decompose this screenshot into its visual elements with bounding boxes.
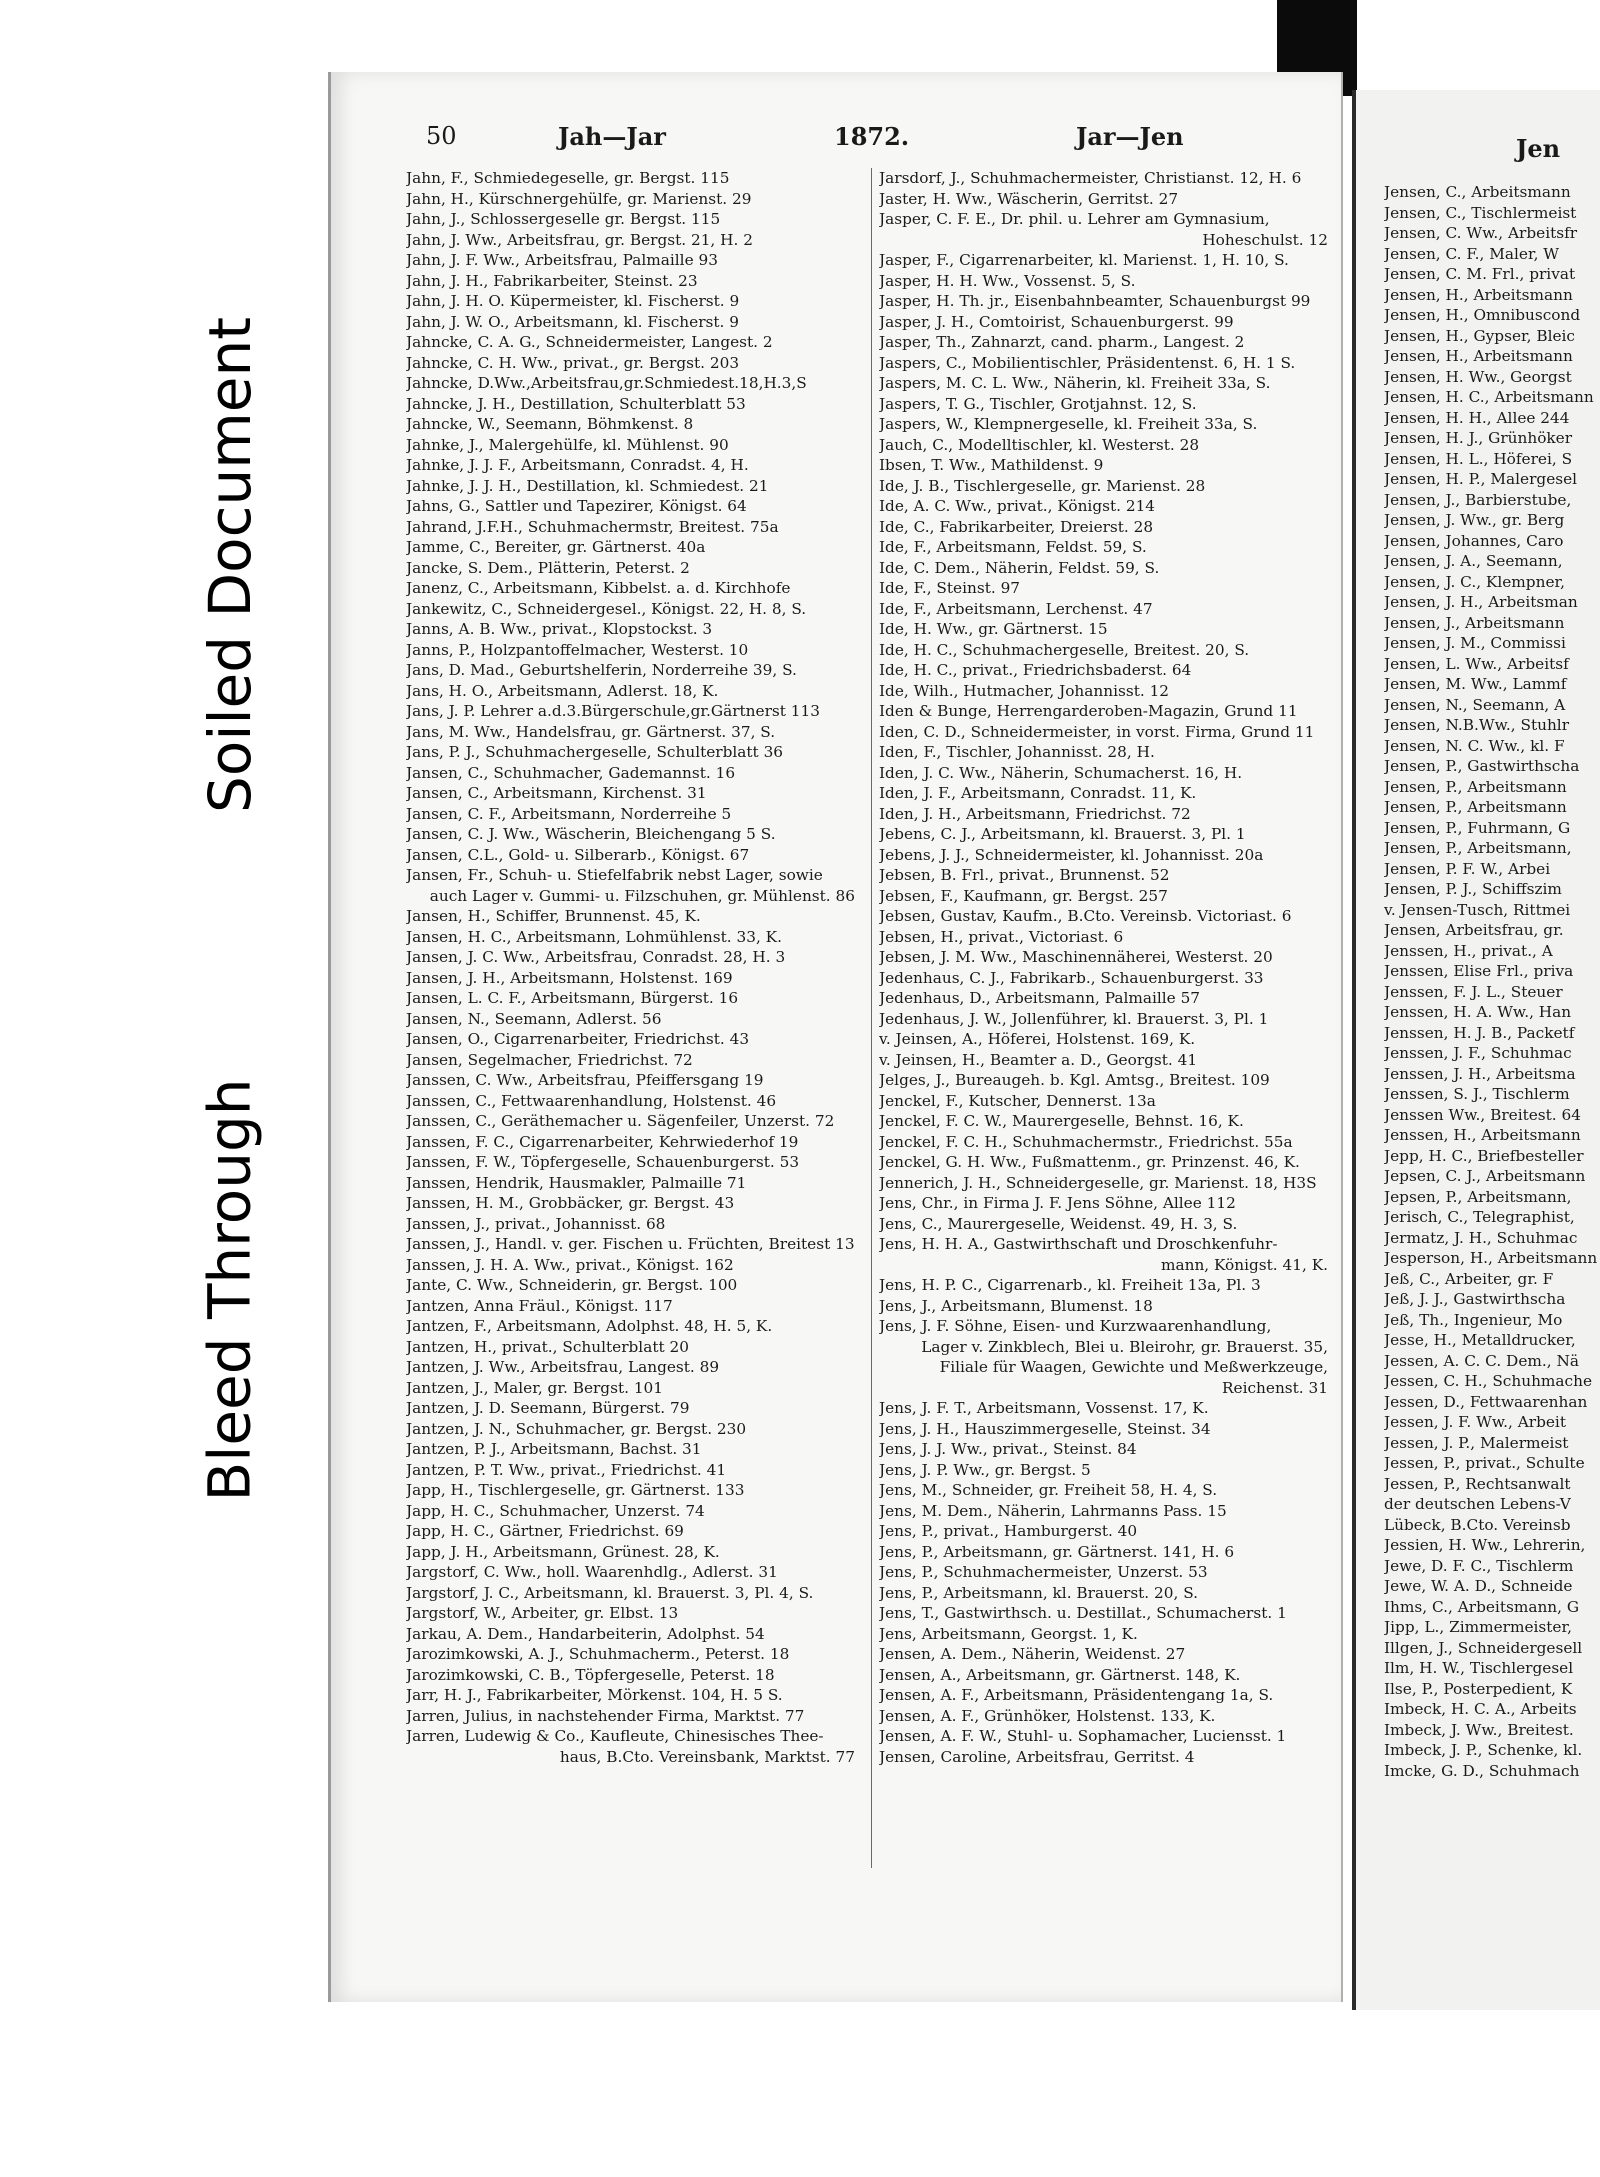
next-page-entry: Jensen, H., Omnibuscond [1384,306,1581,324]
directory-entry: Jaster, H. Ww., Wäscherin, Gerritst. 27 [879,189,1179,208]
directory-entry: Jansen, H. C., Arbeitsmann, Lohmühlenst. 33, K. [406,927,782,946]
directory-entry: Jahrand, J.F.H., Schuhmachermstr, Breitest. 75a [406,517,779,536]
next-page-entry: Jenssen Ww., Breitest. 64 [1384,1105,1581,1124]
directory-entry: Ibsen, T. Ww., Mathildenst. 9 [879,456,1104,474]
next-page-entry: Jenssen, J. F., Schuhmac [1384,1044,1572,1062]
directory-entry: Jansen, Fr., Schuh- u. Stiefelfabrik nebst Lager, sowie [406,866,823,884]
left-range-heading: Jah—Jar [558,122,666,151]
directory-entry: Ide, J. B., Tischlergeselle, gr. Marienst. 28 [879,476,1206,495]
directory-entry: Jasper, C. F. E., Dr. phil. u. Lehrer am Gymnasium, [879,210,1270,228]
directory-entry: Japp, H., Tischlergeselle, gr. Gärtnerst. 133 [406,1481,745,1499]
directory-entry: Jansen, J. C. Ww., Arbeitsfrau, Conradst. 28, H. 3 [406,948,786,966]
directory-entry: Jauch, C., Modelltischler, kl. Westerst. 28 [879,435,1200,454]
directory-entry: Jens, C., Maurergeselle, Weidenst. 49, H. 3, S. [879,1214,1238,1233]
directory-entry: Jahn, H., Kürschnergehülfe, gr. Marienst. 29 [406,189,752,208]
directory-entry: Jargstorf, C. Ww., holl. Waarenhdlg., Adlerst. 31 [406,1563,778,1581]
directory-entry: Jahn, J. H., Fabrikarbeiter, Steinst. 23 [406,271,698,290]
directory-entry: Jans, J. P. Lehrer a.d.3.Bürgerschule,gr.Gärtnerst 113 [406,702,820,720]
next-page-entry: Jensen, P., Fuhrmann, G [1384,818,1571,837]
directory-entry: Jens, M., Schneider, gr. Freiheit 58, H. 4, S. [879,1481,1218,1499]
directory-entry: Jahncke, J. H., Destillation, Schulterblatt 53 [406,394,746,413]
directory-entry: Jans, M. Ww., Handelsfrau, gr. Gärtnerst. 37, S. [406,722,776,741]
directory-entry: Ide, F., Steinst. 97 [879,579,1021,597]
directory-entry: Janssen, H. M., Grobbäcker, gr. Bergst. 43 [406,1194,735,1212]
next-page-entry: Jenssen, J. H., Arbeitsma [1384,1064,1576,1083]
next-page-entry: Jessen, J. P., Malermeist [1384,1433,1569,1452]
next-page-entry: Jewe, W. A. D., Schneide [1384,1577,1573,1595]
next-page-entry: Jerisch, C., Telegraphist, [1384,1208,1575,1226]
next-page-entry: Jensen, Johannes, Caro [1384,531,1564,550]
directory-entry: Ide, C., Fabrikarbeiter, Dreierst. 28 [879,517,1154,536]
directory-entry: Jahncke, W., Seemann, Böhmkenst. 8 [406,415,694,433]
directory-entry: Jens, J. J. Ww., privat., Steinst. 84 [879,1440,1137,1458]
next-page-entry: Jensen, H., Arbeitsmann [1384,285,1573,304]
directory-entry: Jantzen, J., Maler, gr. Bergst. 101 [406,1378,664,1397]
directory-entry: Jensen, A. F., Arbeitsmann, Präsidentengang 1a, S. [879,1686,1274,1704]
directory-entry: Jens, P., Arbeitsmann, gr. Gärtnerst. 141, H. 6 [879,1542,1235,1561]
next-page-entry: Jenssen, S. J., Tischlerm [1384,1085,1570,1103]
directory-entry: Filiale für Waagen, Gewichte und Meßwerkzeuge, [939,1358,1328,1376]
next-page-entry: Imcke, G. D., Schuhmach [1384,1761,1580,1780]
next-page-column [1384,182,1600,1781]
directory-entry: Janssen, Hendrik, Hausmakler, Palmaille 71 [406,1173,747,1192]
directory-entry: Jedenhaus, J. W., Jollenführer, kl. Brauerst. 3, Pl. 1 [879,1009,1269,1028]
directory-entry: Jahncke, C. H. Ww., privat., gr. Bergst. 203 [406,353,740,372]
directory-entry: auch Lager v. Gummi- u. Filzschuhen, gr. Mühlenst. 86 [429,886,855,905]
directory-entry: Jansen, Segelmacher, Friedrichst. 72 [406,1050,693,1069]
directory-entry: Jahns, G., Sattler und Tapezirer, Königst. 64 [406,497,747,515]
directory-entry: Jantzen, H., privat., Schulterblatt 20 [406,1337,689,1356]
next-page-entry: Jenssen, F. J. L., Steuer [1384,982,1563,1001]
next-page-entry: Jensen, P., Arbeitsmann [1384,798,1567,816]
next-page-entry: Jessen, P., Rechtsanwalt [1384,1474,1571,1493]
directory-entry: Japp, J. H., Arbeitsmann, Grünest. 28, K. [406,1542,720,1561]
next-page-entry: Jensen, P., Gastwirthscha [1384,757,1580,775]
next-page-entry: Jensen, J. C., Klempner, [1384,572,1566,591]
next-page-entry: Jeß, C., Arbeiter, gr. F [1384,1269,1554,1288]
directory-entry: Jens, Chr., in Firma J. F. Jens Söhne, Allee 112 [879,1194,1236,1212]
directory-entry: Jens, J. P. Ww., gr. Bergst. 5 [879,1460,1091,1479]
next-page-entry: Jepsen, C. J., Arbeitsmann [1384,1167,1586,1185]
directory-entry: Jante, C. Ww., Schneiderin, gr. Bergst. 100 [406,1276,738,1294]
next-page-entry: Jenssen, Elise Frl., priva [1384,962,1574,980]
next-page-entry: Jensen, C. F., Maler, W [1384,244,1560,263]
directory-entry: Janssen, J., privat., Johannisst. 68 [406,1214,666,1233]
directory-entry: Jasper, H. H. Ww., Vossenst. 5, S. [879,271,1136,290]
directory-entry: Jansen, J. H., Arbeitsmann, Holstenst. 169 [406,968,733,987]
directory-entry: Jebsen, B. Frl., privat., Brunnenst. 52 [879,866,1170,884]
directory-entry: Jantzen, J. Ww., Arbeitsfrau, Langest. 89 [406,1358,720,1376]
directory-entry: Janssen, C., Geräthemacher u. Sägenfeiler, Unzerst. 72 [406,1112,835,1130]
next-page-header: Jen [1516,134,1561,163]
directory-entry: v. Jeinsen, H., Beamter a. D., Georgst. 41 [879,1050,1198,1069]
directory-entry: Iden, F., Tischler, Johannisst. 28, H. [879,743,1155,761]
directory-entry: Jenckel, F., Kutscher, Dennerst. 13a [879,1091,1156,1110]
directory-entry: Jansen, O., Cigarrenarbeiter, Friedrichst. 43 [406,1030,750,1048]
next-page-edge [1352,90,1600,2010]
directory-entry: Janssen, F. W., Töpfergeselle, Schauenburgerst. 53 [406,1153,800,1171]
directory-entry: Jens, P., Arbeitsmann, kl. Brauerst. 20, S. [879,1583,1199,1602]
directory-entry: Jargstorf, W., Arbeiter, gr. Elbst. 13 [406,1604,679,1622]
next-page-entry: Jepsen, P., Arbeitsmann, [1384,1187,1572,1206]
directory-entry: Jantzen, F., Arbeitsmann, Adolphst. 48, H. 5, K. [406,1317,773,1335]
directory-entry: Ide, Wilh., Hutmacher, Johannisst. 12 [879,681,1170,700]
directory-entry: Ide, F., Arbeitsmann, Feldst. 59, S. [879,538,1147,556]
directory-entry: Japp, H. C., Schuhmacher, Unzerst. 74 [406,1501,705,1520]
directory-entry: Jansen, C., Schuhmacher, Gademannst. 16 [406,763,736,782]
directory-entry: Jansen, H., Schiffer, Brunnenst. 45, K. [406,907,701,925]
directory-entry: Jarr, H. J., Fabrikarbeiter, Mörkenst. 104, H. 5 S. [406,1686,783,1704]
directory-entry: Jebsen, H., privat., Victoriast. 6 [879,927,1124,946]
directory-entry: Jahnke, J. J. F., Arbeitsmann, Conradst. 4, H. [406,456,749,474]
directory-entry: Jancke, S. Dem., Plätterin, Peterst. 2 [406,558,690,577]
directory-entry: Jens, J., Arbeitsmann, Blumenst. 18 [879,1296,1153,1315]
next-page-entry: Jessen, C. H., Schuhmache [1384,1372,1593,1390]
directory-entry: Jahncke, D.Ww.,Arbeitsfrau,gr.Schmiedest.18,H.3,S [406,374,807,392]
directory-entry: Jansen, C. F., Arbeitsmann, Norderreihe 5 [406,804,732,823]
next-page-entry: Jewe, D. F. C., Tischlerm [1384,1556,1574,1575]
next-page-entry: Ihms, C., Arbeitsmann, G [1384,1597,1580,1616]
next-page-entry: Illgen, J., Schneidergesell [1384,1638,1583,1657]
next-page-entry: Jensen, H. C., Arbeitsmann [1384,388,1594,406]
next-page-entry: Jipp, L., Zimmermeister, [1384,1618,1572,1636]
directory-entry: Lager v. Zinkblech, Blei u. Bleirohr, gr. Brauerst. 35, [921,1337,1328,1356]
next-page-entry: Jessen, D., Fettwaarenhan [1384,1392,1588,1411]
page-number: 50 [426,122,457,150]
next-page-entry: Jepp, H. C., Briefbesteller [1384,1146,1584,1165]
next-page-entry: Jensen, N. C. Ww., kl. F [1384,736,1565,755]
directory-entry: Janns, P., Holzpantoffelmacher, Westerst. 10 [406,640,749,659]
next-page-entry: Jensen, P. F. W., Arbei [1384,859,1551,878]
next-page-entry: Imbeck, J. P., Schenke, kl. [1384,1741,1583,1759]
bleed-through-label-text: Bleed Through [196,1078,265,1502]
directory-entry: Jantzen, P. J., Arbeitsmann, Bachst. 31 [406,1440,702,1458]
page-header [426,122,1296,162]
directory-entry: Jedenhaus, C. J., Fabrikarb., Schauenburgerst. 33 [879,968,1264,987]
next-page-entry: Jessen, J. F. Ww., Arbeit [1384,1413,1566,1431]
directory-entry: Jantzen, J. D. Seemann, Bürgerst. 79 [406,1399,690,1417]
right-column [879,168,1334,1868]
directory-entry: Jarsdorf, J., Schuhmachermeister, Christianst. 12, H. 6 [879,169,1302,187]
directory-entry: Ide, A. C. Ww., privat., Königst. 214 [879,497,1156,515]
directory-entry: Jedenhaus, D., Arbeitsmann, Palmaille 57 [879,989,1201,1007]
next-page-entry: Jesperson, H., Arbeitsmann [1384,1249,1598,1267]
directory-entry: Iden, J. F., Arbeitsmann, Conradst. 11, K. [879,784,1197,802]
directory-entry: Jansen, N., Seemann, Adlerst. 56 [406,1009,662,1028]
next-page-entry: Lübeck, B.Cto. Vereinsb [1384,1515,1571,1534]
directory-entry: Jarozimkowski, A. J., Schuhmacherm., Peterst. 18 [406,1645,790,1663]
directory-entry: Jensen, A. Dem., Näherin, Weidenst. 27 [879,1645,1186,1663]
next-page-entry: Imbeck, H. C. A., Arbeits [1384,1700,1577,1718]
next-page-entry: Jensen, H. Ww., Georgst [1384,367,1572,386]
directory-entry: Jantzen, J. N., Schuhmacher, gr. Bergst. 230 [406,1419,747,1438]
directory-entry: Jankewitz, C., Schneidergesel., Königst. 22, H. 8, S. [406,599,807,618]
directory-entry: Jens, P., privat., Hamburgerst. 40 [879,1522,1138,1540]
directory-entry: Jarozimkowski, C. B., Töpfergeselle, Peterst. 18 [406,1665,775,1684]
directory-entry: Ide, H. C., privat., Friedrichsbaderst. 64 [879,661,1192,679]
directory-entry: Jens, M. Dem., Näherin, Lahrmanns Pass. 15 [879,1501,1227,1520]
directory-page [328,72,1343,2002]
directory-entry: Jasper, F., Cigarrenarbeiter, kl. Marienst. 1, H. 10, S. [879,251,1289,269]
directory-entry: Jahnke, J. J. H., Destillation, kl. Schmiedest. 21 [406,476,769,495]
directory-entry: Jenckel, F. C. W., Maurergeselle, Behnst. 16, K. [879,1112,1244,1130]
directory-entry: Jahn, J. Ww., Arbeitsfrau, gr. Bergst. 21, H. 2 [406,230,753,249]
next-page-entry: der deutschen Lebens-V [1384,1495,1571,1513]
directory-entry: Jansen, C., Arbeitsmann, Kirchenst. 31 [406,784,707,802]
directory-entry: v. Jeinsen, A., Höferei, Holstenst. 169, K. [879,1030,1196,1048]
directory-entry: Jahnke, J., Malergehülfe, kl. Mühlenst. 90 [406,435,729,454]
next-page-entry: Jensen, J., Barbierstube, [1384,490,1572,509]
next-page-entry: Jenssen, H. J. B., Packetf [1384,1023,1575,1042]
directory-entry: Jansen, C.L., Gold- u. Silberarb., Königst. 67 [406,845,750,864]
directory-entry: Hoheschulst. 12 [1202,230,1328,249]
next-page-entry: Jensen, H. H., Allee 244 [1384,408,1570,427]
next-page-entry: Jensen, H. J., Grünhöker [1384,429,1573,447]
directory-entry: Jensen, A. F. W., Stuhl- u. Sophamacher, Luciensst. 1 [879,1727,1287,1745]
directory-entry: Jens, H. H. A., Gastwirthschaft und Droschkenfuhr- [879,1235,1278,1253]
next-page-entry: Jensen, P., Arbeitsmann, [1384,839,1572,857]
next-page-entry: Jessen, A. C. C. Dem., Nä [1384,1351,1579,1370]
directory-entry: Jebsen, J. M. Ww., Maschinennäherei, Westerst. 20 [879,948,1273,966]
directory-entry: Janssen, F. C., Cigarrenarbeiter, Kehrwiederhof 19 [406,1132,799,1151]
column-divider [871,168,872,1868]
next-page-entry: Ilm, H. W., Tischlergesel [1384,1659,1574,1677]
next-page-entry: Jensen, H. L., Höferei, S [1384,449,1573,468]
directory-entry: Jennerich, J. H., Schneidergeselle, gr. Marienst. 18, H3S [879,1173,1317,1192]
directory-entry: Jasper, Th., Zahnarzt, cand. pharm., Langest. 2 [879,333,1245,351]
directory-entry: Jarren, Ludewig & Co., Kaufleute, Chinesisches Thee- [406,1727,824,1745]
directory-entry: Jens, H. P. C., Cigarrenarb., kl. Freiheit 13a, Pl. 3 [879,1276,1261,1294]
directory-entry: Jasper, J. H., Comtoirist, Schauenburgerst. 99 [879,312,1234,331]
directory-entry: Jebsen, Gustav, Kaufm., B.Cto. Vereinsb. Victoriast. 6 [879,907,1292,925]
next-page-entry: Jensen, P. J., Schiffszim [1384,880,1562,898]
directory-entry: Ide, H. Ww., gr. Gärtnerst. 15 [879,620,1108,638]
directory-entry: Jargstorf, J. C., Arbeitsmann, kl. Brauerst. 3, Pl. 4, S. [406,1583,814,1602]
next-page-entry: Jermatz, J. H., Schuhmac [1384,1228,1578,1247]
directory-entry: Jaspers, W., Klempnergeselle, kl. Freiheit 33a, S. [879,415,1258,433]
next-page-entry: Ilse, P., Posterpedient, K [1384,1679,1573,1698]
next-page-entry: Jensen, J. H., Arbeitsman [1384,593,1578,611]
directory-entry: Jebens, C. J., Arbeitsmann, kl. Brauerst. 3, Pl. 1 [879,825,1246,843]
directory-entry: Jens, P., Schuhmachermeister, Unzerst. 53 [879,1563,1208,1581]
directory-entry: Jens, J. H., Hauszimmergeselle, Steinst. 34 [879,1419,1211,1438]
next-page-entry: Jensen, J. M., Commissi [1384,634,1566,652]
next-page-entry: Jensen, L. Ww., Arbeitsf [1384,654,1569,673]
next-page-entry: Jeß, J. J., Gastwirthscha [1384,1290,1566,1308]
directory-entry: Iden, J. C. Ww., Näherin, Schumacherst. 16, H. [879,763,1243,782]
directory-entry: Jarren, Julius, in nachstehender Firma, Marktst. 77 [406,1706,805,1725]
directory-entry: Jansen, C. J. Ww., Wäscherin, Bleichengang 5 S. [406,825,776,843]
next-page-entry: Jensen, J. Ww., gr. Berg [1384,511,1565,529]
directory-entry: Iden & Bunge, Herrengarderoben-Magazin, Grund 11 [879,702,1298,720]
next-page-entry: Jesse, H., Metalldrucker, [1384,1331,1576,1349]
directory-entry: Jamme, C., Bereiter, gr. Gärtnerst. 40a [406,538,706,556]
directory-entry: haus, B.Cto. Vereinsbank, Marktst. 77 [559,1747,855,1766]
soiled-document-label [110,210,350,920]
next-page-entry: Jensen, Arbeitsfrau, gr. [1384,921,1564,939]
directory-entry: Jans, H. O., Arbeitsmann, Adlerst. 18, K. [406,681,719,700]
next-page-entry: Jensen, P., Arbeitsmann [1384,777,1567,796]
directory-entry: Jahn, J. F. Ww., Arbeitsfrau, Palmaille 93 [406,251,718,269]
directory-entry: Jahn, F., Schmiedegeselle, gr. Bergst. 115 [406,169,730,187]
directory-entry: Janns, A. B. Ww., privat., Klopstockst. 3 [406,620,713,638]
directory-entry: Jaspers, T. G., Tischler, Grotjahnst. 12, S. [879,394,1197,413]
next-page-entry: Jensen, M. Ww., Lammf [1384,675,1567,693]
directory-entry: Ide, H. C., Schuhmachergeselle, Breitest. 20, S. [879,640,1250,659]
directory-entry: Jens, T., Gastwirthsch. u. Destillat., Schumacherst. 1 [879,1604,1287,1622]
directory-entry: Jensen, A. F., Grünhöker, Holstenst. 133, K. [879,1706,1216,1725]
directory-entry: Jens, J. F. Söhne, Eisen- und Kurzwaarenhandlung, [879,1317,1272,1335]
directory-entry: Japp, H. C., Gärtner, Friedrichst. 69 [406,1522,684,1540]
next-page-entry: Jeß, Th., Ingenieur, Mo [1384,1310,1563,1329]
directory-entry: Janssen, C. Ww., Arbeitsfrau, Pfeiffersgang 19 [406,1071,764,1089]
directory-entry: Jenckel, F. C. H., Schuhmachermstr., Friedrichst. 55a [879,1132,1293,1151]
next-page-entry: Jensen, H. P., Malergesel [1384,470,1578,488]
directory-entry: Janssen, J., Handl. v. ger. Fischen u. Früchten, Breitest 13 [406,1235,855,1253]
soiled-document-label-text: Soiled Document [196,317,265,813]
left-column [406,168,861,1868]
directory-entry: Jantzen, Anna Fräul., Königst. 117 [406,1296,673,1315]
directory-entry: Ide, C. Dem., Näherin, Feldst. 59, S. [879,558,1160,577]
directory-entry: Jelges, J., Bureaugeh. b. Kgl. Amtsg., Breitest. 109 [879,1071,1270,1089]
directory-entry: Jebens, J. J., Schneidermeister, kl. Johannisst. 20a [879,845,1264,864]
next-page-entry: Jessien, H. Ww., Lehrerin, [1384,1536,1586,1554]
directory-entry: Iden, J. H., Arbeitsmann, Friedrichst. 72 [879,804,1191,823]
next-page-entry: Jensen, C. Ww., Arbeitsfr [1384,224,1578,242]
next-page-entry: Jensen, N.B.Ww., Stuhlr [1384,716,1570,734]
directory-entry: Jahncke, C. A. G., Schneidermeister, Langest. 2 [406,333,773,351]
directory-entry: mann, Königst. 41, K. [1160,1255,1328,1274]
next-page-entry: Jensen, C. M. Frl., privat [1384,265,1576,283]
directory-entry: Iden, C. D., Schneidermeister, in vorst. Firma, Grund 11 [879,722,1315,741]
directory-entry: Jarkau, A. Dem., Handarbeiterin, Adolphst. 54 [406,1624,765,1643]
directory-entry: Janssen, C., Fettwaarenhandlung, Holstenst. 46 [406,1091,777,1110]
directory-entry: Jaspers, C., Mobilientischler, Präsidentenst. 6, H. 1 S. [879,353,1296,372]
year-heading: 1872. [834,122,910,151]
next-page-entry: Jensen, C., Arbeitsmann [1384,183,1571,201]
directory-entry: Jebsen, F., Kaufmann, gr. Bergst. 257 [879,886,1168,905]
bleed-through-label [110,940,350,1640]
directory-entry: Jensen, Caroline, Arbeitsfrau, Gerritst. 4 [879,1747,1195,1766]
next-page-entry: v. Jensen-Tusch, Rittmei [1384,900,1571,919]
directory-entry: Jantzen, P. T. Ww., privat., Friedrichst. 41 [406,1460,727,1479]
directory-entry: Jans, P. J., Schuhmachergeselle, Schulterblatt 36 [406,743,784,761]
directory-entry: Ide, F., Arbeitsmann, Lerchenst. 47 [879,599,1153,618]
directory-entry: Jens, Arbeitsmann, Georgst. 1, K. [879,1624,1138,1643]
directory-entry: Jensen, A., Arbeitsmann, gr. Gärtnerst. 148, K. [879,1665,1241,1684]
next-page-entry: Imbeck, J. Ww., Breitest. [1384,1720,1574,1739]
directory-entry: Jans, D. Mad., Geburtshelferin, Norderreihe 39, S. [406,661,797,679]
directory-entry: Janenz, C., Arbeitsmann, Kibbelst. a. d. Kirchhofe [406,579,791,597]
right-range-heading: Jar—Jen [1076,122,1184,151]
directory-entry: Jahn, J. W. O., Arbeitsmann, kl. Fischerst. 9 [406,312,739,331]
directory-entry: Jasper, H. Th. jr., Eisenbahnbeamter, Schauenburgst 99 [879,292,1311,310]
next-page-entry: Jensen, C., Tischlermeist [1384,203,1577,222]
directory-entry: Jahn, J. H. O. Küpermeister, kl. Fischerst. 9 [406,292,740,310]
next-page-entry: Jenssen, H. A. Ww., Han [1384,1003,1572,1021]
directory-entry: Reichenst. 31 [1222,1378,1328,1397]
directory-entry: Jenckel, G. H. Ww., Fußmattenm., gr. Prinzenst. 46, K. [879,1153,1300,1171]
next-page-entry: Jensen, N., Seemann, A [1384,695,1566,714]
next-page-entry: Jensen, J., Arbeitsmann [1384,613,1565,632]
next-page-entry: Jenssen, H., Arbeitsmann [1384,1126,1581,1144]
next-page-entry: Jensen, H., Gypser, Bleic [1384,326,1576,345]
directory-entry: Jahn, J., Schlossergeselle gr. Bergst. 115 [406,210,721,228]
directory-entry: Jaspers, M. C. L. Ww., Näherin, kl. Freiheit 33a, S. [879,374,1271,392]
directory-entry: Jens, J. F. T., Arbeitsmann, Vossenst. 17, K. [879,1399,1209,1417]
next-page-entry: Jessen, P., privat., Schulte [1384,1454,1585,1472]
directory-entry: Janssen, J. H. A. Ww., privat., Königst. 162 [406,1255,734,1274]
next-page-entry: Jenssen, H., privat., A [1384,941,1553,960]
next-page-entry: Jensen, H., Arbeitsmann [1384,347,1573,365]
directory-entry: Jansen, L. C. F., Arbeitsmann, Bürgerst. 16 [406,989,739,1007]
next-page-entry: Jensen, J. A., Seemann, [1384,552,1563,570]
